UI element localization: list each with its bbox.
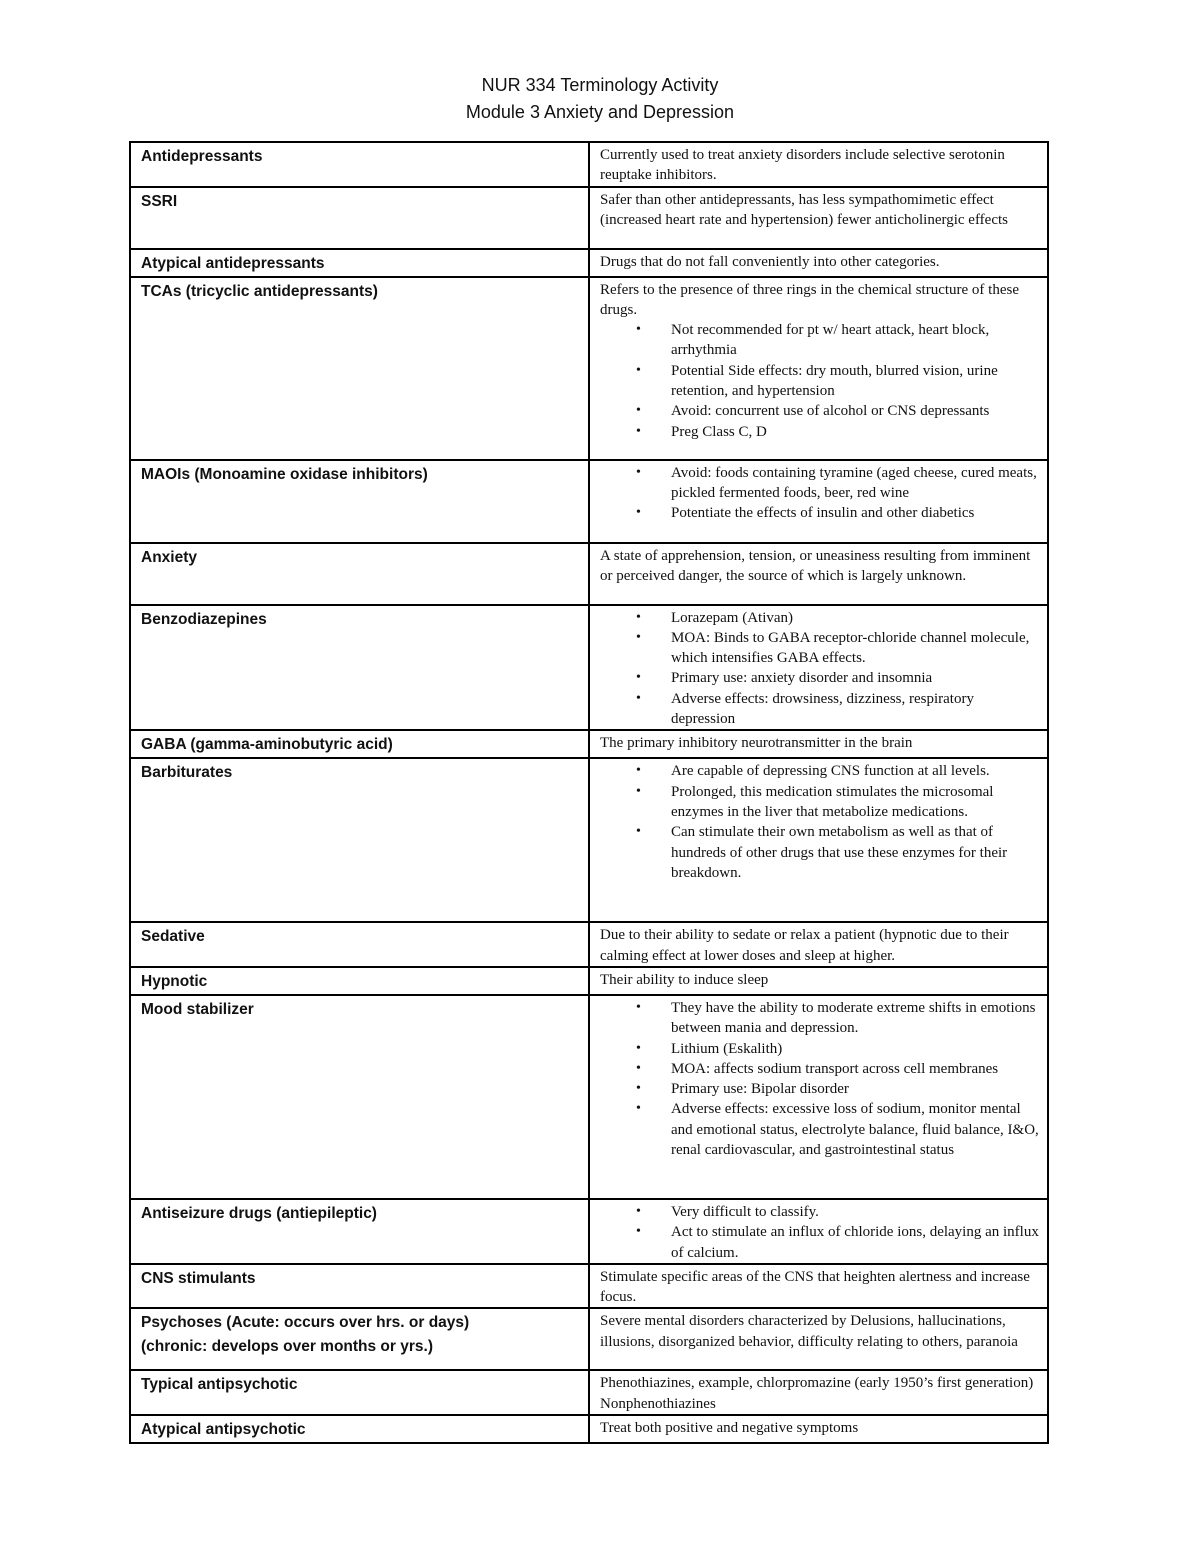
table-row	[130, 1308, 1048, 1370]
document-title: NUR 334 Terminology Activity	[481, 75, 719, 95]
bullet-item: • Very difficult to classify.	[671, 1202, 1041, 1222]
term-line: Psychoses (Acute: occurs over hrs. or days)	[141, 1314, 470, 1332]
definition-cell	[589, 758, 1048, 922]
definition-bullets	[600, 320, 1041, 442]
definition-cell: Phenothiazines, example, chlorpromazine (early 1950’s first generation) Nonphenothiazines	[589, 1370, 1048, 1415]
term-cell: Barbiturates	[130, 758, 589, 922]
term-cell: CNS stimulants	[130, 1264, 589, 1309]
bullet-item: • Primary use: Bipolar disorder	[671, 1079, 1041, 1099]
term-cell: Antidepressants	[130, 142, 589, 187]
definition-cell: Currently used to treat anxiety disorders include selective serotonin reuptake inhibitors.	[589, 142, 1048, 187]
definition-cell: A state of apprehension, tension, or uneasiness resulting from imminent or perceived danger, the source of which is largely unknown.	[589, 543, 1048, 605]
table-row	[130, 995, 1048, 1199]
definition-cell: Due to their ability to sedate or relax a patient (hypnotic due to their calming effect at lower doses and sleep at higher.	[589, 922, 1048, 967]
table-row	[130, 187, 1048, 249]
definition-cell: Drugs that do not fall conveniently into other categories.	[589, 249, 1048, 277]
bullet-item: • Preg Class C, D	[671, 422, 1041, 442]
term-cell: GABA (gamma-aminobutyric acid)	[130, 730, 589, 758]
definition-cell	[589, 1199, 1048, 1264]
bullet-item: • Primary use: anxiety disorder and insomnia	[671, 668, 1041, 688]
definition-cell: Stimulate specific areas of the CNS that heighten alertness and increase focus.	[589, 1264, 1048, 1309]
term-cell: Anxiety	[130, 543, 589, 605]
table-row	[130, 1370, 1048, 1415]
bullet-item: • Potentiate the effects of insulin and other diabetics	[671, 503, 1041, 523]
bullet-item: • They have the ability to moderate extreme shifts in emotions between mania and depression.	[671, 998, 1041, 1039]
table-row	[130, 922, 1048, 967]
term-line: (chronic: develops over months or yrs.)	[141, 1338, 433, 1356]
bullet-item: • Lithium (Eskalith)	[671, 1039, 1041, 1059]
table-row	[130, 460, 1048, 543]
table-row	[130, 142, 1048, 187]
table-row	[130, 758, 1048, 922]
term-cell: MAOIs (Monoamine oxidase inhibitors)	[130, 460, 589, 543]
bullet-item: • Adverse effects: drowsiness, dizziness, respiratory depression	[671, 689, 1041, 730]
bullet-item: • Lorazepam (Ativan)	[671, 608, 1041, 628]
table-row	[130, 543, 1048, 605]
term-cell: Sedative	[130, 922, 589, 967]
definition-text: Refers to the presence of three rings in the chemical structure of these drugs.	[600, 281, 1019, 318]
table-row	[130, 967, 1048, 995]
bullet-item: • Prolonged, this medication stimulates the microsomal enzymes in the liver that metabolize medications.	[671, 782, 1041, 823]
definition-cell: Their ability to induce sleep	[589, 967, 1048, 995]
definition-bullets	[600, 608, 1041, 730]
bullet-item: • MOA: affects sodium transport across cell membranes	[671, 1059, 1041, 1079]
table-row	[130, 1415, 1048, 1443]
bullet-item: • Potential Side effects: dry mouth, blurred vision, urine retention, and hypertension	[671, 361, 1041, 402]
bullet-item: • Not recommended for pt w/ heart attack, heart block, arrhythmia	[671, 320, 1041, 361]
document-subtitle: Module 3 Anxiety and Depression	[465, 102, 735, 122]
definition-bullets	[600, 463, 1041, 524]
definition-cell	[589, 605, 1048, 731]
term-cell: Antiseizure drugs (antiepileptic)	[130, 1199, 589, 1264]
bullet-item: • Avoid: concurrent use of alcohol or CNS depressants	[671, 401, 1041, 421]
term-cell: TCAs (tricyclic antidepressants)	[130, 277, 589, 460]
term-cell: Benzodiazepines	[130, 605, 589, 731]
terminology-table	[129, 141, 1049, 1444]
table-row	[130, 1199, 1048, 1264]
term-cell: Mood stabilizer	[130, 995, 589, 1199]
bullet-item: • Avoid: foods containing tyramine (aged cheese, cured meats, pickled fermented foods, beer, red wine	[671, 463, 1041, 504]
bullet-item: • Act to stimulate an influx of chloride ions, delaying an influx of calcium.	[671, 1222, 1041, 1263]
definition-bullets	[600, 761, 1041, 883]
definition-cell	[589, 995, 1048, 1199]
term-cell: SSRI	[130, 187, 589, 249]
definition-cell: The primary inhibitory neurotransmitter in the brain	[589, 730, 1048, 758]
term-cell: Atypical antidepressants	[130, 249, 589, 277]
definition-bullets	[600, 998, 1041, 1160]
definition-cell	[589, 460, 1048, 543]
term-cell: Hypnotic	[130, 967, 589, 995]
table-row	[130, 277, 1048, 460]
table-row	[130, 249, 1048, 277]
definition-cell: Safer than other antidepressants, has less sympathomimetic effect (increased heart rate and hypertension) fewer anticholinergic effects	[589, 187, 1048, 249]
definition-cell	[589, 277, 1048, 460]
bullet-item: • Adverse effects: excessive loss of sodium, monitor mental and emotional status, electrolyte balance, fluid balance, I&O, renal cardiovascular, and gastrointestinal status	[671, 1099, 1041, 1160]
bullet-item: • Are capable of depressing CNS function at all levels.	[671, 761, 1041, 781]
table-row	[130, 605, 1048, 731]
definition-cell: Severe mental disorders characterized by Delusions, hallucinations, illusions, disorganized behavior, difficulty relating to others, paranoia	[589, 1308, 1048, 1370]
table-row	[130, 730, 1048, 758]
bullet-item: • Can stimulate their own metabolism as well as that of hundreds of other drugs that use these enzymes for their breakdown.	[671, 822, 1041, 883]
term-cell: Typical antipsychotic	[130, 1370, 589, 1415]
definition-cell: Treat both positive and negative symptoms	[589, 1415, 1048, 1443]
bullet-item: • MOA: Binds to GABA receptor-chloride channel molecule, which intensifies GABA effects.	[671, 628, 1041, 669]
table-row	[130, 1264, 1048, 1309]
definition-bullets	[600, 1202, 1041, 1263]
term-cell: Atypical antipsychotic	[130, 1415, 589, 1443]
term-cell	[130, 1308, 589, 1370]
